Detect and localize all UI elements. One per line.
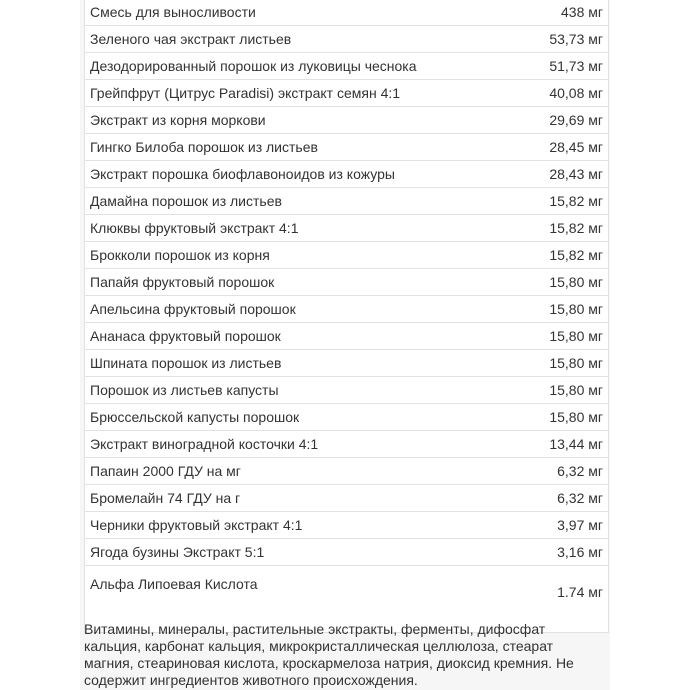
ingredient-name: Экстракт порошка биофлавоноидов из кожуры	[85, 161, 525, 188]
ingredient-amount: 53,73 мг	[525, 26, 609, 53]
ingredient-row	[85, 323, 609, 350]
ingredients-table	[84, 0, 609, 633]
ingredient-name: Клюквы фруктовый экстракт 4:1	[85, 215, 525, 242]
ingredient-name: Ягода бузины Экстракт 5:1	[85, 539, 525, 566]
ingredient-amount: 13,44 мг	[525, 431, 609, 458]
ingredient-amount: 6,32 мг	[525, 485, 609, 512]
ingredient-amount: 40,08 мг	[525, 80, 609, 107]
ingredient-row	[85, 350, 609, 377]
ingredient-amount: 29,69 мг	[525, 107, 609, 134]
ingredient-amount: 15,82 мг	[525, 188, 609, 215]
ingredient-row	[85, 377, 609, 404]
ingredient-amount: 6,32 мг	[525, 458, 609, 485]
ingredient-name: Шпината порошок из листьев	[85, 350, 525, 377]
ingredient-amount: 28,45 мг	[525, 134, 609, 161]
ingredient-amount: 51,73 мг	[525, 53, 609, 80]
ingredient-name: Экстракт из корня моркови	[85, 107, 525, 134]
ingredient-name: Апельсина фруктовый порошок	[85, 296, 525, 323]
ingredient-row	[85, 539, 609, 566]
ingredient-name: Экстракт виноградной косточки 4:1	[85, 431, 525, 458]
ingredient-name: Брокколи порошок из корня	[85, 242, 525, 269]
ingredient-row	[85, 404, 609, 431]
ingredient-row	[85, 53, 609, 80]
ingredient-row	[85, 26, 609, 53]
ingredients-table-body	[85, 0, 609, 633]
ingredient-row	[85, 134, 609, 161]
ingredient-row	[85, 188, 609, 215]
ingredient-name: Дамайна порошок из листьев	[85, 188, 525, 215]
ingredient-row	[85, 215, 609, 242]
ingredient-amount: 1.74 мг	[557, 584, 603, 600]
ingredient-amount: 15,82 мг	[525, 242, 609, 269]
ingredient-row	[85, 431, 609, 458]
ingredient-amount: 3,16 мг	[525, 539, 609, 566]
ingredient-amount: 28,43 мг	[525, 161, 609, 188]
ingredient-name: Папаин 2000 ГДУ на мг	[85, 458, 525, 485]
ingredient-name: Смесь для выносливости	[85, 0, 525, 26]
ingredient-row	[85, 0, 609, 26]
ingredient-row	[85, 242, 609, 269]
ingredient-name: Брюссельской капусты порошок	[85, 404, 525, 431]
ingredient-amount: 15,80 мг	[525, 377, 609, 404]
ingredient-amount: 3,97 мг	[525, 512, 609, 539]
ingredient-amount: 15,80 мг	[525, 350, 609, 377]
ingredient-row	[85, 107, 609, 134]
ingredient-name: Папайя фруктовый порошок	[85, 269, 525, 296]
ingredient-name: Ананаса фруктовый порошок	[85, 323, 525, 350]
ingredient-row	[85, 512, 609, 539]
ingredient-amount: 15,82 мг	[525, 215, 609, 242]
ingredient-name: Дезодорированный порошок из луковицы чеснока	[85, 53, 525, 80]
ingredient-amount: 15,80 мг	[525, 296, 609, 323]
ingredient-amount: 438 мг	[525, 0, 609, 26]
ingredient-row	[85, 296, 609, 323]
ingredient-name: Альфа Липоевая Кислота	[90, 576, 258, 592]
ingredient-row	[85, 269, 609, 296]
ingredients-footer-text: Витамины, минералы, растительные экстракты, ферменты, дифосфат кальция, карбонат кальция, микрокристаллическая целлюлоза, стеарат магния, стеариновая кислота, кроскармелоза натрия, диоксид кремния. Не содержит ингредиентов животного происхождения.	[84, 621, 574, 688]
ingredient-amount: 15,80 мг	[525, 404, 609, 431]
ingredient-name: Черники фруктовый экстракт 4:1	[85, 512, 525, 539]
ingredient-amount: 15,80 мг	[525, 269, 609, 296]
ingredient-amount: 15,80 мг	[525, 323, 609, 350]
ingredient-row	[85, 161, 609, 188]
ingredient-name: Бромелайн 74 ГДУ на г	[85, 485, 525, 512]
ingredient-row	[85, 485, 609, 512]
ingredient-row	[85, 80, 609, 107]
ingredient-name: Грейпфрут (Цитрус Paradisi) экстракт семян 4:1	[85, 80, 525, 107]
ingredient-name: Порошок из листьев капусты	[85, 377, 525, 404]
ingredient-name: Зеленого чая экстракт листьев	[85, 26, 525, 53]
ingredient-name: Гингко Билоба порошок из листьев	[85, 134, 525, 161]
ingredient-row	[85, 458, 609, 485]
